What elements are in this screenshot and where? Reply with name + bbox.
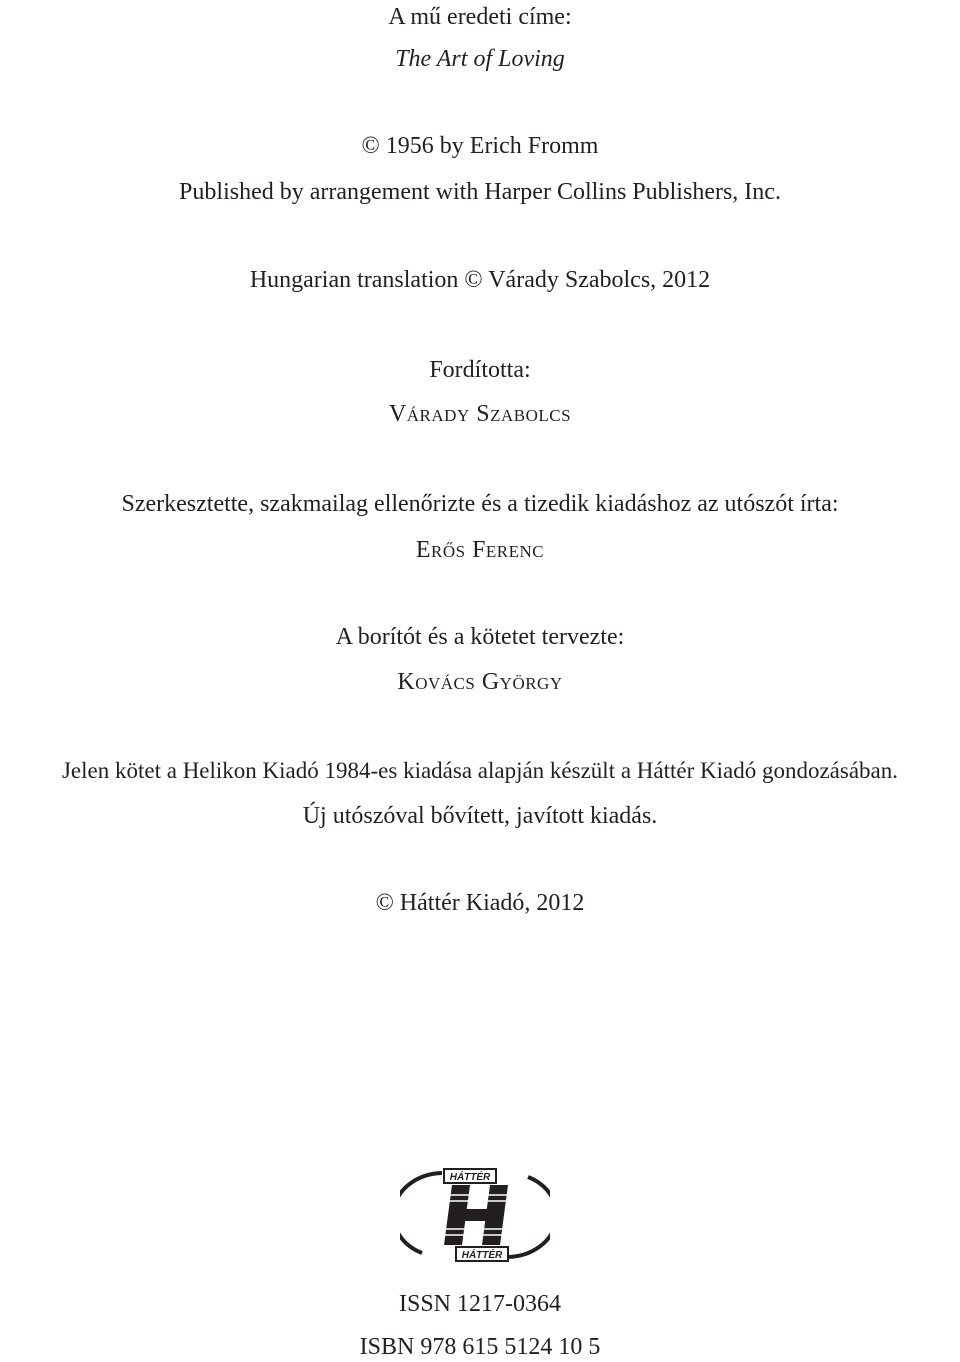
- edited-by-label: Szerkesztette, szakmailag ellenőrizte és a tizedik kiadáshoz az utószót írta:: [121, 491, 839, 517]
- edition-note-2: Új utószóval bővített, javított kiadás.: [302, 803, 658, 829]
- edition-note: Jelen kötet a Helikon Kiadó 1984-es kiadása alapján készült a Háttér Kiadó gondozásában.: [61, 758, 899, 783]
- hatter-logo: [400, 1165, 550, 1265]
- publisher-copyright: © Háttér Kiadó, 2012: [375, 890, 585, 916]
- published-by: Published by arrangement with Harper Collins Publishers, Inc.: [179, 179, 781, 205]
- editor-name: Erős Ferenc: [415, 537, 545, 563]
- cover-designer-label: A borítót és a kötetet tervezte:: [335, 624, 625, 650]
- translator-name: Várady Szabolcs: [388, 401, 572, 427]
- isbn: ISBN 978 615 5124 10 5: [359, 1334, 601, 1360]
- logo-text-bottom: HÁTTÉR: [461, 1250, 503, 1261]
- translation-copyright: Hungarian translation © Várady Szabolcs, 2012: [249, 267, 711, 293]
- logo-text-top: HÁTTÉR: [449, 1172, 491, 1183]
- issn: ISSN 1217-0364: [398, 1291, 561, 1317]
- original-title-label: A mű eredeti címe:: [388, 4, 572, 30]
- original-title: The Art of Loving: [395, 46, 565, 72]
- copyright-author: © 1956 by Erich Fromm: [361, 133, 599, 159]
- designer-name: Kovács György: [397, 669, 563, 695]
- translated-by-label: Fordította:: [429, 357, 531, 383]
